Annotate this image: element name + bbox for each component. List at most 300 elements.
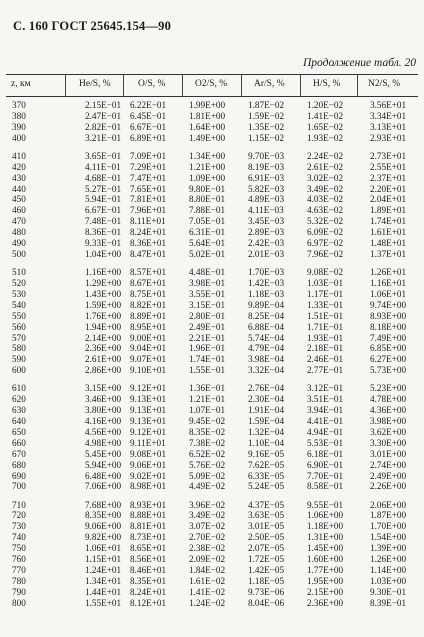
table-row — [0, 194, 424, 205]
value-cell: 2.14E+00 — [85, 332, 122, 343]
altitude-cell: 720 — [12, 510, 26, 521]
altitude-cell: 750 — [12, 543, 26, 554]
value-cell: 8.93E+01 — [130, 499, 167, 510]
table-row — [0, 311, 424, 322]
value-cell: 9.13E+01 — [130, 416, 167, 427]
group-spacer — [0, 492, 424, 499]
value-cell: 3.01E−05 — [248, 521, 285, 532]
value-cell: 1.87E+00 — [370, 510, 407, 521]
value-cell: 3.21E−01 — [85, 132, 122, 143]
altitude-cell: 550 — [12, 310, 26, 321]
value-cell: 8.73E+01 — [130, 532, 167, 543]
table-row — [0, 481, 424, 492]
altitude-cell: 460 — [12, 205, 26, 216]
value-cell: 3.32E−04 — [248, 365, 285, 376]
value-cell: 6.09E−02 — [307, 227, 344, 238]
value-cell: 5.02E−01 — [189, 248, 226, 259]
value-cell: 4.98E+00 — [85, 437, 122, 448]
value-cell: 4.79E−04 — [248, 343, 285, 354]
value-cell: 1.24E+01 — [85, 565, 122, 575]
value-cell: 7.70E−01 — [307, 470, 344, 481]
value-cell: 1.51E−01 — [307, 310, 344, 321]
altitude-cell: 410 — [12, 150, 26, 161]
value-cell: 7.96E+01 — [130, 205, 167, 216]
value-cell: 6.97E−02 — [307, 238, 344, 249]
value-cell: 9.33E−01 — [85, 238, 122, 249]
value-cell: 9.07E+01 — [130, 354, 167, 365]
column-divider — [300, 74, 301, 96]
table-row — [0, 249, 424, 260]
value-cell: 7.65E+01 — [130, 183, 167, 194]
value-cell: 1.65E−02 — [307, 121, 344, 132]
value-cell: 9.08E−02 — [307, 267, 344, 278]
table-continuation-caption: Продолжение табл. 20 — [303, 57, 416, 69]
altitude-cell: 670 — [12, 448, 26, 459]
value-cell: 8.93E+00 — [370, 310, 407, 321]
altitude-cell: 780 — [12, 575, 26, 586]
value-cell: 1.06E+01 — [85, 543, 122, 554]
value-cell: 1.18E+00 — [307, 521, 344, 532]
value-cell: 4.11E−03 — [248, 205, 284, 216]
value-cell: 1.26E+01 — [370, 267, 407, 278]
value-cell: 1.18E−03 — [248, 288, 285, 299]
value-cell: 1.43E+00 — [85, 288, 122, 299]
value-cell: 5.24E−05 — [248, 481, 285, 492]
table-row — [0, 565, 424, 576]
value-cell: 1.72E−05 — [248, 554, 285, 565]
value-cell: 9.55E−01 — [307, 499, 344, 510]
altitude-cell: 790 — [12, 586, 26, 597]
altitude-cell: 390 — [12, 121, 26, 132]
value-cell: 7.81E+01 — [130, 194, 167, 205]
value-cell: 1.54E+00 — [370, 532, 407, 543]
value-cell: 5.64E−01 — [189, 238, 226, 249]
value-cell: 8.18E+00 — [370, 321, 407, 332]
value-cell: 3.51E−01 — [307, 394, 344, 405]
altitude-cell: 620 — [12, 394, 26, 405]
value-cell: 2.49E−01 — [189, 321, 226, 332]
table-row — [0, 227, 424, 238]
table-row — [0, 394, 424, 405]
value-cell: 1.20E−02 — [307, 100, 344, 110]
altitude-cell: 600 — [12, 365, 26, 376]
value-cell: 9.12E+01 — [130, 383, 167, 394]
value-cell: 8.36E+01 — [130, 238, 167, 249]
value-cell: 1.07E−01 — [189, 405, 226, 416]
altitude-cell: 500 — [12, 248, 26, 259]
value-cell: 9.02E+01 — [130, 470, 167, 481]
value-cell: 1.37E+01 — [370, 248, 407, 259]
column-divider — [241, 74, 242, 96]
value-cell: 5.74E−04 — [248, 332, 285, 343]
value-cell: 5.73E+00 — [370, 365, 407, 376]
value-cell: 2.93E+01 — [370, 132, 407, 143]
table-row — [0, 151, 424, 162]
table-row — [0, 278, 424, 289]
value-cell: 8.65E+01 — [130, 543, 167, 554]
value-cell: 9.12E+01 — [130, 426, 167, 437]
value-cell: 4.68E−01 — [85, 172, 122, 183]
value-cell: 1.94E+00 — [85, 321, 122, 332]
value-cell: 6.89E+01 — [130, 132, 167, 143]
table-row — [0, 100, 424, 111]
value-cell: 1.14E+00 — [370, 565, 407, 575]
value-cell: 8.19E−03 — [248, 161, 285, 172]
value-cell: 1.03E+00 — [370, 575, 407, 586]
value-cell: 3.01E+00 — [370, 448, 407, 459]
value-cell: 1.59E+00 — [85, 299, 122, 310]
table-row — [0, 289, 424, 300]
column-header-h: H/S, % — [313, 79, 341, 89]
value-cell: 6.33E−05 — [248, 470, 285, 481]
value-cell: 3.94E−01 — [307, 405, 344, 416]
table-row — [0, 162, 424, 173]
column-divider — [182, 74, 183, 96]
value-cell: 1.44E+01 — [85, 586, 122, 597]
value-cell: 1.21E−01 — [189, 394, 226, 405]
value-cell: 8.80E−01 — [189, 194, 226, 205]
value-cell: 7.47E+01 — [130, 172, 167, 183]
value-cell: 9.74E+00 — [370, 299, 407, 310]
value-cell: 7.62E−05 — [248, 459, 285, 470]
value-cell: 1.64E+00 — [189, 121, 226, 132]
value-cell: 9.30E−01 — [370, 586, 407, 597]
table-row — [0, 205, 424, 216]
value-cell: 9.13E+01 — [130, 394, 167, 405]
table-row — [0, 333, 424, 344]
value-cell: 5.76E−02 — [189, 459, 226, 470]
altitude-cell: 380 — [12, 110, 26, 121]
value-cell: 1.32E−04 — [248, 426, 285, 437]
value-cell: 1.59E−02 — [248, 110, 285, 121]
value-cell: 2.49E+00 — [370, 470, 407, 481]
group-spacer — [0, 260, 424, 267]
value-cell: 9.00E+01 — [130, 332, 167, 343]
altitude-cell: 640 — [12, 416, 26, 427]
value-cell: 3.96E−02 — [189, 499, 226, 510]
value-cell: 2.50E−05 — [248, 532, 285, 543]
value-cell: 4.56E+00 — [85, 426, 122, 437]
value-cell: 7.88E−01 — [189, 205, 226, 216]
value-cell: 8.35E+01 — [130, 575, 167, 586]
value-cell: 2.80E−01 — [189, 310, 226, 321]
value-cell: 2.01E−03 — [248, 248, 285, 259]
value-cell: 1.49E+00 — [189, 132, 226, 143]
table-row — [0, 133, 424, 144]
value-cell: 2.15E−01 — [85, 100, 122, 110]
altitude-cell: 580 — [12, 343, 26, 354]
header-bottom-rule — [6, 96, 418, 97]
altitude-cell: 660 — [12, 437, 26, 448]
value-cell: 9.45E−02 — [189, 416, 226, 427]
value-cell: 1.48E+01 — [370, 238, 407, 249]
table-row — [0, 184, 424, 195]
table-row — [0, 460, 424, 471]
value-cell: 1.71E−01 — [307, 321, 344, 332]
altitude-cell: 420 — [12, 161, 26, 172]
value-cell: 2.86E+00 — [85, 365, 122, 376]
value-cell: 2.18E−01 — [307, 343, 344, 354]
value-cell: 5.94E+00 — [85, 459, 122, 470]
value-cell: 6.18E−01 — [307, 448, 344, 459]
value-cell: 2.20E+01 — [370, 183, 407, 194]
value-cell: 9.16E−05 — [248, 448, 285, 459]
value-cell: 3.65E−01 — [85, 150, 122, 161]
value-cell: 6.52E−02 — [189, 448, 226, 459]
value-cell: 6.27E+00 — [370, 354, 407, 365]
value-cell: 1.87E−02 — [248, 100, 285, 110]
value-cell: 8.35E−02 — [189, 426, 226, 437]
value-cell: 5.09E−02 — [189, 470, 226, 481]
value-cell: 1.81E+00 — [189, 110, 226, 121]
value-cell: 1.15E+01 — [85, 554, 122, 565]
table-row — [0, 216, 424, 227]
table-row — [0, 598, 424, 609]
table-row — [0, 587, 424, 598]
value-cell: 1.17E−01 — [307, 288, 344, 299]
value-cell: 3.12E−01 — [307, 383, 344, 394]
value-cell: 8.24E+01 — [130, 586, 167, 597]
value-cell: 5.27E−01 — [85, 183, 122, 194]
value-cell: 1.31E+00 — [307, 532, 344, 543]
value-cell: 2.70E−02 — [189, 532, 226, 543]
altitude-cell: 440 — [12, 183, 26, 194]
value-cell: 1.70E+00 — [370, 521, 407, 532]
value-cell: 1.26E+00 — [370, 554, 407, 565]
value-cell: 8.67E+01 — [130, 277, 167, 288]
value-cell: 1.03E−01 — [307, 277, 344, 288]
value-cell: 8.35E+00 — [85, 510, 122, 521]
value-cell: 1.42E−05 — [248, 565, 285, 575]
altitude-cell: 430 — [12, 172, 26, 183]
value-cell: 1.60E+00 — [307, 554, 344, 565]
value-cell: 8.04E−06 — [248, 597, 285, 608]
value-cell: 7.05E−01 — [189, 216, 226, 227]
value-cell: 3.49E−02 — [307, 183, 344, 194]
value-cell: 9.89E−04 — [248, 299, 285, 310]
value-cell: 3.13E+01 — [370, 121, 407, 132]
value-cell: 4.49E−02 — [189, 481, 226, 492]
altitude-cell: 650 — [12, 426, 26, 437]
value-cell: 4.37E−05 — [248, 499, 285, 510]
value-cell: 3.63E−05 — [248, 510, 285, 521]
value-cell: 4.03E−02 — [307, 194, 344, 205]
value-cell: 9.04E+01 — [130, 343, 167, 354]
value-cell: 1.04E+00 — [85, 248, 122, 259]
value-cell: 6.31E−01 — [189, 227, 226, 238]
altitude-cell: 630 — [12, 405, 26, 416]
value-cell: 2.61E−02 — [307, 161, 344, 172]
altitude-cell: 700 — [12, 481, 26, 492]
value-cell: 1.39E+00 — [370, 543, 407, 554]
column-header-o2: O2/S, % — [195, 79, 228, 89]
value-cell: 2.37E+01 — [370, 172, 407, 183]
value-cell: 7.06E+00 — [85, 481, 122, 492]
value-cell: 2.36E+00 — [85, 343, 122, 354]
value-cell: 2.24E−02 — [307, 150, 344, 161]
value-cell: 1.10E−04 — [248, 437, 285, 448]
group-spacer — [0, 376, 424, 383]
value-cell: 6.22E−01 — [130, 100, 167, 110]
altitude-cell: 570 — [12, 332, 26, 343]
altitude-cell: 480 — [12, 227, 26, 238]
value-cell: 1.24E−02 — [189, 597, 226, 608]
column-divider — [357, 74, 358, 96]
value-cell: 7.68E+00 — [85, 499, 122, 510]
value-cell: 3.55E−01 — [189, 288, 226, 299]
value-cell: 3.98E−04 — [248, 354, 285, 365]
table-row — [0, 173, 424, 184]
table-row — [0, 532, 424, 543]
value-cell: 1.77E+00 — [307, 565, 344, 575]
value-cell: 1.99E+00 — [189, 100, 226, 110]
value-cell: 2.89E−03 — [248, 227, 285, 238]
value-cell: 3.15E−01 — [189, 299, 226, 310]
value-cell: 1.36E−01 — [189, 383, 226, 394]
altitude-cell: 590 — [12, 354, 26, 365]
value-cell: 1.16E+00 — [85, 267, 122, 278]
value-cell: 9.13E+01 — [130, 405, 167, 416]
altitude-cell: 470 — [12, 216, 26, 227]
value-cell: 9.10E+01 — [130, 365, 167, 376]
altitude-cell: 520 — [12, 277, 26, 288]
table-row — [0, 365, 424, 376]
value-cell: 1.76E+00 — [85, 310, 122, 321]
value-cell: 3.07E−02 — [189, 521, 226, 532]
altitude-cell: 560 — [12, 321, 26, 332]
value-cell: 7.49E+00 — [370, 332, 407, 343]
value-cell: 3.46E+00 — [85, 394, 122, 405]
value-cell: 3.98E−01 — [189, 277, 226, 288]
altitude-cell: 690 — [12, 470, 26, 481]
value-cell: 2.61E+00 — [85, 354, 122, 365]
value-cell: 6.67E−01 — [130, 121, 167, 132]
value-cell: 8.12E+01 — [130, 597, 167, 608]
altitude-cell: 740 — [12, 532, 26, 543]
value-cell: 3.45E−03 — [248, 216, 285, 227]
value-cell: 1.34E+00 — [189, 150, 226, 161]
value-cell: 6.48E+00 — [85, 470, 122, 481]
value-cell: 8.75E+01 — [130, 288, 167, 299]
altitude-cell: 490 — [12, 238, 26, 249]
value-cell: 3.56E+01 — [370, 100, 407, 110]
table-row — [0, 111, 424, 122]
table-row — [0, 354, 424, 365]
value-cell: 7.38E−02 — [189, 437, 226, 448]
value-cell: 9.06E+01 — [130, 459, 167, 470]
value-cell: 2.55E+01 — [370, 161, 407, 172]
value-cell: 2.26E+00 — [370, 481, 407, 492]
column-header-he: He/S, % — [79, 79, 111, 89]
value-cell: 1.41E−02 — [189, 586, 226, 597]
value-cell: 1.18E−05 — [248, 575, 285, 586]
value-cell: 1.35E−02 — [248, 121, 285, 132]
altitude-cell: 770 — [12, 565, 26, 575]
value-cell: 1.29E+00 — [85, 277, 122, 288]
value-cell: 3.02E−02 — [307, 172, 344, 183]
value-cell: 8.56E+01 — [130, 554, 167, 565]
value-cell: 1.06E+01 — [370, 288, 407, 299]
table-row — [0, 383, 424, 394]
value-cell: 2.82E−01 — [85, 121, 122, 132]
value-cell: 1.21E+00 — [189, 161, 226, 172]
value-cell: 7.29E+01 — [130, 161, 167, 172]
value-cell: 6.45E−01 — [130, 110, 167, 121]
value-cell: 8.57E+01 — [130, 267, 167, 278]
value-cell: 8.36E−01 — [85, 227, 122, 238]
altitude-cell: 710 — [12, 499, 26, 510]
value-cell: 1.89E+01 — [370, 205, 407, 216]
altitude-cell: 510 — [12, 267, 26, 278]
altitude-cell: 610 — [12, 383, 26, 394]
value-cell: 2.09E−02 — [189, 554, 226, 565]
altitude-cell: 760 — [12, 554, 26, 565]
table-row — [0, 322, 424, 333]
value-cell: 1.61E+01 — [370, 227, 407, 238]
value-cell: 1.91E−04 — [248, 405, 285, 416]
value-cell: 4.63E−02 — [307, 205, 344, 216]
value-cell: 8.81E+01 — [130, 521, 167, 532]
value-cell: 9.08E+01 — [130, 448, 167, 459]
value-cell: 9.06E+00 — [85, 521, 122, 532]
value-cell: 2.21E−01 — [189, 332, 226, 343]
value-cell: 4.78E+00 — [370, 394, 407, 405]
value-cell: 3.30E+00 — [370, 437, 407, 448]
value-cell: 8.95E+01 — [130, 321, 167, 332]
value-cell: 2.38E−02 — [189, 543, 226, 554]
value-cell: 1.34E+01 — [85, 575, 122, 586]
altitude-cell: 540 — [12, 299, 26, 310]
value-cell: 3.80E+00 — [85, 405, 122, 416]
altitude-cell: 450 — [12, 194, 26, 205]
table-row — [0, 576, 424, 587]
altitude-cell: 370 — [12, 100, 26, 110]
column-header-n2: N2/S, % — [368, 79, 401, 89]
column-header-o: O/S, % — [138, 79, 166, 89]
value-cell: 6.85E+00 — [370, 343, 407, 354]
table-row — [0, 471, 424, 482]
value-cell: 1.16E+01 — [370, 277, 407, 288]
data-table — [0, 100, 424, 609]
value-cell: 5.45E+00 — [85, 448, 122, 459]
value-cell: 1.96E−01 — [189, 343, 226, 354]
altitude-cell: 730 — [12, 521, 26, 532]
table-row — [0, 405, 424, 416]
value-cell: 3.15E+00 — [85, 383, 122, 394]
value-cell: 2.76E−04 — [248, 383, 285, 394]
value-cell: 6.88E−04 — [248, 321, 285, 332]
table-row — [0, 416, 424, 427]
value-cell: 1.09E+00 — [189, 172, 226, 183]
table-row — [0, 543, 424, 554]
value-cell: 2.77E−01 — [307, 365, 344, 376]
table-row — [0, 267, 424, 278]
value-cell: 8.47E+01 — [130, 248, 167, 259]
value-cell: 4.48E−01 — [189, 267, 226, 278]
value-cell: 2.36E+00 — [307, 597, 344, 608]
value-cell: 8.88E+01 — [130, 510, 167, 521]
value-cell: 9.73E−06 — [248, 586, 285, 597]
table-row — [0, 449, 424, 460]
value-cell: 2.06E+00 — [370, 499, 407, 510]
table-row — [0, 438, 424, 449]
value-cell: 3.49E−02 — [189, 510, 226, 521]
table-row — [0, 300, 424, 311]
value-cell: 8.24E+01 — [130, 227, 167, 238]
value-cell: 1.55E+01 — [85, 597, 122, 608]
value-cell: 9.11E+01 — [130, 437, 166, 448]
value-cell: 1.70E−03 — [248, 267, 285, 278]
